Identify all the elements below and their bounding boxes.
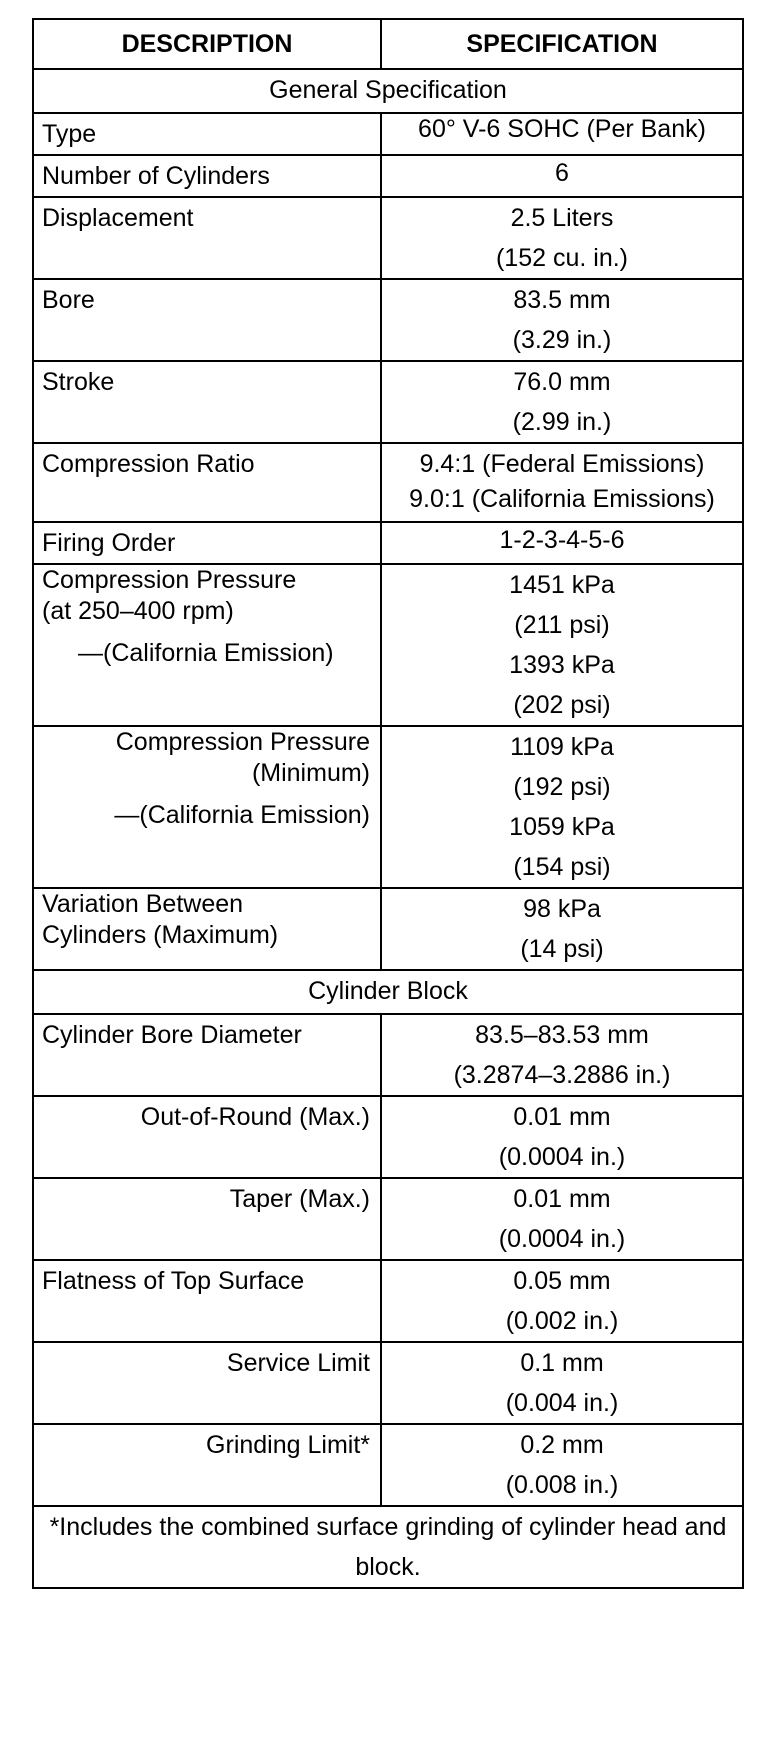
table-row — [33, 564, 743, 726]
compression-min-title: Compression Pressure — [115, 728, 370, 756]
table-row — [33, 1096, 743, 1178]
flatness-metric: 0.05 mm — [513, 1267, 611, 1295]
table-row — [33, 443, 743, 522]
stroke-label: Stroke — [33, 361, 381, 443]
compression-min-label — [33, 726, 381, 888]
stroke-imperial: (2.99 in.) — [512, 408, 612, 436]
section-row — [33, 69, 743, 113]
compression-pressure-california-kpa: 1393 kPa — [509, 651, 615, 679]
table-row — [33, 726, 743, 888]
table-row — [33, 1178, 743, 1260]
table-row — [33, 113, 743, 155]
service-limit-metric: 0.1 mm — [520, 1349, 604, 1377]
footnote: *Includes the combined surface grinding of cylinder head and block. — [33, 1506, 743, 1588]
bore-diameter-value — [381, 1014, 743, 1096]
cylinder-block-heading: Cylinder Block — [33, 970, 743, 1014]
variation-kpa: 98 kPa — [523, 895, 601, 923]
compression-ratio-federal: 9.4:1 (Federal Emissions) — [419, 450, 705, 478]
grinding-limit-imperial: (0.008 in.) — [505, 1471, 619, 1499]
compression-min-value — [381, 726, 743, 888]
footnote-row — [33, 1506, 743, 1588]
compression-pressure-kpa: 1451 kPa — [509, 571, 615, 599]
taper-value — [381, 1178, 743, 1260]
variation-title: Variation Between — [42, 890, 244, 918]
specification-header: SPECIFICATION — [381, 19, 743, 69]
grinding-limit-value — [381, 1424, 743, 1506]
type-label: Type — [33, 113, 381, 155]
type-value-text: 60° V-6 SOHC (Per Bank) — [418, 115, 706, 143]
compression-pressure-california-psi: (202 psi) — [513, 691, 611, 719]
table-row — [33, 155, 743, 197]
grinding-limit-metric: 0.2 mm — [520, 1431, 604, 1459]
compression-min-california-psi: (154 psi) — [513, 853, 611, 881]
taper-label: Taper (Max.) — [33, 1178, 381, 1260]
compression-pressure-california-label: —(California Emission) — [78, 639, 334, 667]
out-of-round-value — [381, 1096, 743, 1178]
type-value — [381, 113, 743, 155]
flatness-imperial: (0.002 in.) — [505, 1307, 619, 1335]
section-row — [33, 970, 743, 1014]
taper-metric: 0.01 mm — [513, 1185, 611, 1213]
variation-psi: (14 psi) — [520, 935, 604, 963]
table-row — [33, 888, 743, 970]
flatness-label: Flatness of Top Surface — [33, 1260, 381, 1342]
variation-label — [33, 888, 381, 970]
table-row — [33, 197, 743, 279]
bore-diameter-imperial: (3.2874–3.2886 in.) — [453, 1061, 671, 1089]
compression-min-california-kpa: 1059 kPa — [509, 813, 615, 841]
table-row — [33, 522, 743, 564]
taper-imperial: (0.0004 in.) — [498, 1225, 626, 1253]
compression-pressure-psi: (211 psi) — [514, 611, 610, 639]
compression-pressure-value — [381, 564, 743, 726]
compression-min-california-label: —(California Emission) — [114, 801, 370, 829]
general-specification-heading: General Specification — [33, 69, 743, 113]
table-row — [33, 279, 743, 361]
out-of-round-metric: 0.01 mm — [513, 1103, 611, 1131]
stroke-value — [381, 361, 743, 443]
compression-pressure-label — [33, 564, 381, 726]
bore-diameter-metric: 83.5–83.53 mm — [475, 1021, 649, 1049]
compression-ratio-label: Compression Ratio — [33, 443, 381, 522]
table-row — [33, 1014, 743, 1096]
bore-diameter-label: Cylinder Bore Diameter — [33, 1014, 381, 1096]
table-row — [33, 1424, 743, 1506]
bore-label: Bore — [33, 279, 381, 361]
compression-pressure-title: Compression Pressure — [42, 566, 297, 594]
displacement-value — [381, 197, 743, 279]
service-limit-label: Service Limit — [33, 1342, 381, 1424]
bore-imperial: (3.29 in.) — [512, 326, 612, 354]
table-row — [33, 361, 743, 443]
cylinders-value-text: 6 — [555, 159, 569, 187]
compression-ratio-california: 9.0:1 (California Emissions) — [409, 485, 715, 513]
compression-min-psi: (192 psi) — [513, 773, 611, 801]
variation-value — [381, 888, 743, 970]
bore-value — [381, 279, 743, 361]
out-of-round-imperial: (0.0004 in.) — [498, 1143, 626, 1171]
service-limit-imperial: (0.004 in.) — [505, 1389, 619, 1417]
flatness-value — [381, 1260, 743, 1342]
displacement-metric: 2.5 Liters — [510, 204, 614, 232]
displacement-imperial: (152 cu. in.) — [495, 244, 628, 272]
displacement-label: Displacement — [33, 197, 381, 279]
compression-min-qualifier: (Minimum) — [251, 759, 370, 787]
compression-ratio-value — [381, 443, 743, 522]
grinding-limit-label: Grinding Limit* — [33, 1424, 381, 1506]
header-row — [33, 19, 743, 69]
description-header: DESCRIPTION — [33, 19, 381, 69]
cylinders-value — [381, 155, 743, 197]
bore-metric: 83.5 mm — [513, 286, 611, 314]
table-row — [33, 1260, 743, 1342]
engine-spec-table — [32, 18, 744, 1589]
stroke-metric: 76.0 mm — [513, 368, 611, 396]
table-row — [33, 1342, 743, 1424]
service-limit-value — [381, 1342, 743, 1424]
firing-order-value — [381, 522, 743, 564]
cylinders-label: Number of Cylinders — [33, 155, 381, 197]
compression-min-kpa: 1109 kPa — [510, 733, 614, 761]
compression-pressure-rpm: (at 250–400 rpm) — [42, 597, 234, 625]
firing-order-label: Firing Order — [33, 522, 381, 564]
out-of-round-label: Out-of-Round (Max.) — [33, 1096, 381, 1178]
variation-qualifier: Cylinders (Maximum) — [42, 921, 279, 949]
firing-order-value-text: 1-2-3-4-5-6 — [499, 526, 625, 554]
